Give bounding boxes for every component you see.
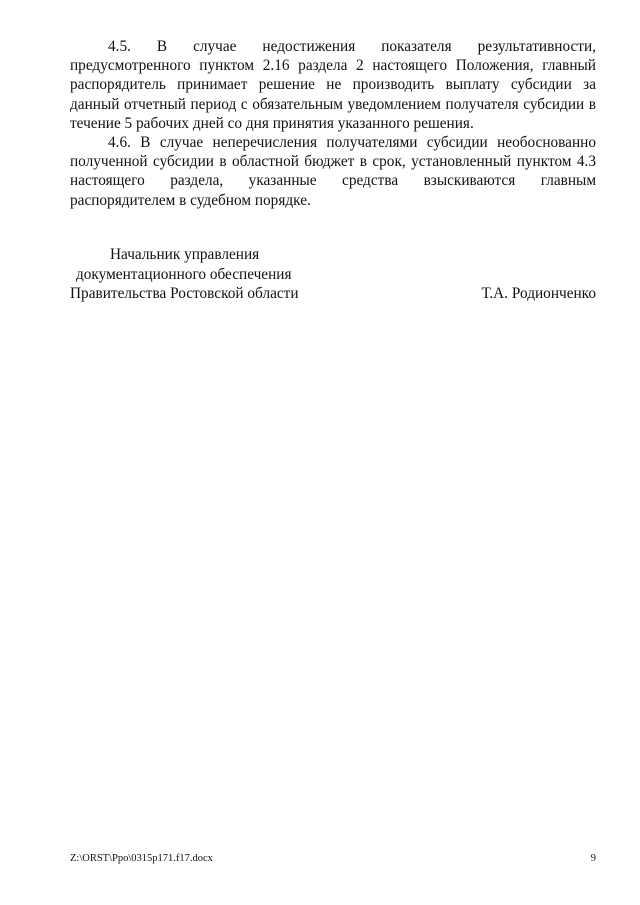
signatory-position-line-2: документационного обеспечения xyxy=(76,265,292,283)
paragraph-4-5: 4.5. В случае недостижения показателя результативности, предусмотренного пунктом 2.16 раздела 2 настоящего Положения, главный распорядитель принимает решение не производить выплату субсидии за данный отчетный период с обязательным уведомлением получателя субсидии в течение 5 рабочих дней со дня принятия указанного решения. xyxy=(70,38,596,132)
page-footer xyxy=(70,853,596,864)
signature-block xyxy=(70,245,596,304)
document-body xyxy=(70,37,596,210)
signatory-position-line-1: Начальник управления xyxy=(110,246,260,263)
paragraph-4-6: 4.6. В случае неперечисления получателями субсидии необоснованно полученной субсидии в областной бюджет в срок, установленный пунктом 4.3 настоящего раздела, указанные средства взыскиваются главным распорядителем в судебном порядке. xyxy=(70,134,596,209)
signature-row xyxy=(70,284,596,304)
signatory-position-line-3: Правительства Ростовской области xyxy=(70,285,299,302)
footer-file-path: Z:\ORST\Ppo\0315p171.f17.docx xyxy=(70,853,213,864)
signatory-name: Т.А. Родионченко xyxy=(481,285,596,302)
page-number: 9 xyxy=(590,853,596,864)
